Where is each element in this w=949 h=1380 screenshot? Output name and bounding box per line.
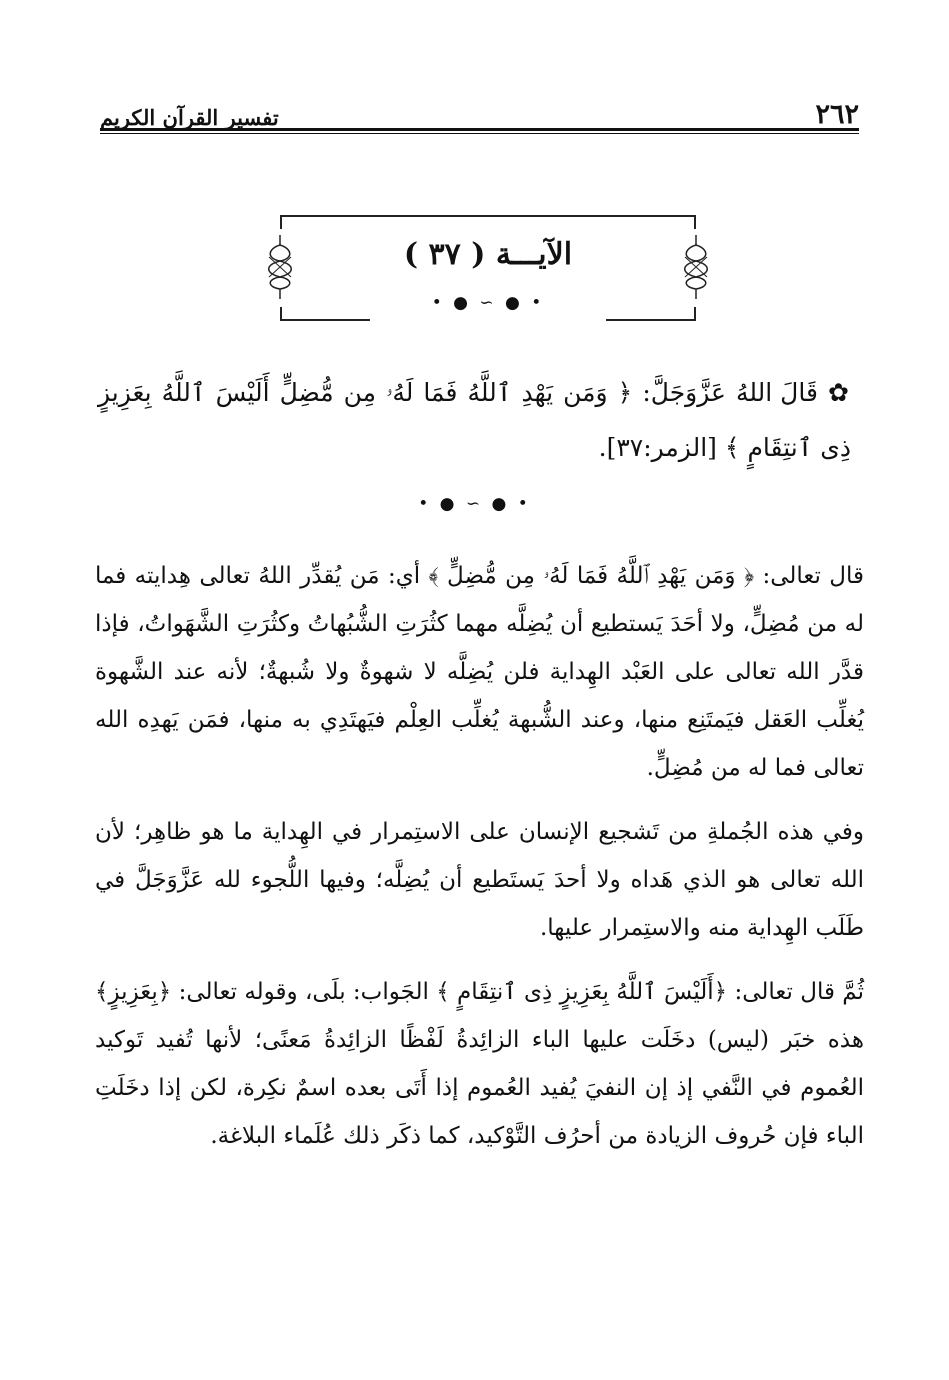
page-number: ٢٦٢ xyxy=(815,99,859,130)
divider-ornament: • ● ∽ ● • xyxy=(431,293,545,313)
frame-bottom-border xyxy=(280,319,370,321)
paragraph: وفي هذه الجُملةِ من تَشجيع الإنسان على الاستِمرار في الهِداية ما هو ظاهِر؛ لأن الله تعالى هو الذي هَداه ولا أحدَ يَستَطيع أن يُضِلَّه؛ وفيها اللُّجوء لله عَزَّوَجَلَّ في طَلَب الهِداية منه والاستِمرار عليها. xyxy=(95,819,864,941)
running-title: تفسير القرآن الكريم xyxy=(100,105,279,130)
paragraph: قال تعالى: ﴿ وَمَن يَهْدِ ٱللَّهُ فَمَا لَهُۥ مِن مُّضِلٍّ ﴾ أي: مَن يُقدِّر اللهُ تعالى هِدايته فما له من مُضِلٍّ، ولا أحَدَ يَستطيع أن يُضِلَّه مهما كثُرَتِ الشُّبُهاتُ وكثُرَتِ الشَّهَواتُ، فإذا قدَّر الله تعالى على العَبْد الهِداية فلن يُضِلَّه لا شهوةٌ ولا شُبهةٌ؛ لأنه عند الشَّهوة يُغلِّب العَقل فيَمتَنِع منها، وعند الشُّبهة يُغلِّب العِلْم فيَهتَدِي به منها، فمَن يَهدِه الله تعالى فما له من مُضِلٍّ. xyxy=(95,563,865,781)
ayah-heading-frame xyxy=(280,215,696,321)
frame-corner xyxy=(280,215,282,229)
paragraph: ثُمَّ قال تعالى: ﴿أَلَيْسَ ٱللَّهُ بِعَزِيزٍ ذِى ٱنتِقَامٍ ﴾ الجَواب: بلَى، وقوله تعالى: ﴿بِعَزِيزٍ﴾ هذه خبَر (ليس) دخَلَت عليها الباء الزائِدةُ لَفْظًا الزائِدةُ مَعنًى؛ لأنها تُفيد تَوكيد العُموم في النَّفي إذ إن النفيَ يُفيد العُموم إذا أَتَى بعده اسمٌ نكِرة، لكن إذا دخَلَتِ الباء فإن حُروف الزيادة من أحرُف التَّوْكيد، كما ذكَر ذلك عُلَماء البلاغة. xyxy=(95,979,864,1149)
frame-corner xyxy=(694,215,696,229)
frame-bottom-border xyxy=(606,319,696,321)
ayah-title: الآيـــة ( ٣٧ ) xyxy=(403,237,573,272)
frame-top-border xyxy=(280,215,696,217)
header-rule xyxy=(100,128,859,131)
divider-ornament: • ● ∽ ● • xyxy=(418,494,531,514)
page-header xyxy=(100,88,859,128)
verse-block xyxy=(98,365,851,475)
verse-text: قَالَ اللهُ عَزَّوَجَلَّ: ﴿ وَمَن يَهْدِ ٱللَّهُ فَمَا لَهُۥ مِن مُّضِلٍّ أَلَيْسَ ٱللَّهُ بِعَزِيزٍ ذِى ٱنتِقَامٍ ﴾ [الزمر:٣٧]. xyxy=(98,378,851,462)
commentary-body xyxy=(95,552,864,1176)
flower-icon: ✿ xyxy=(827,378,851,407)
